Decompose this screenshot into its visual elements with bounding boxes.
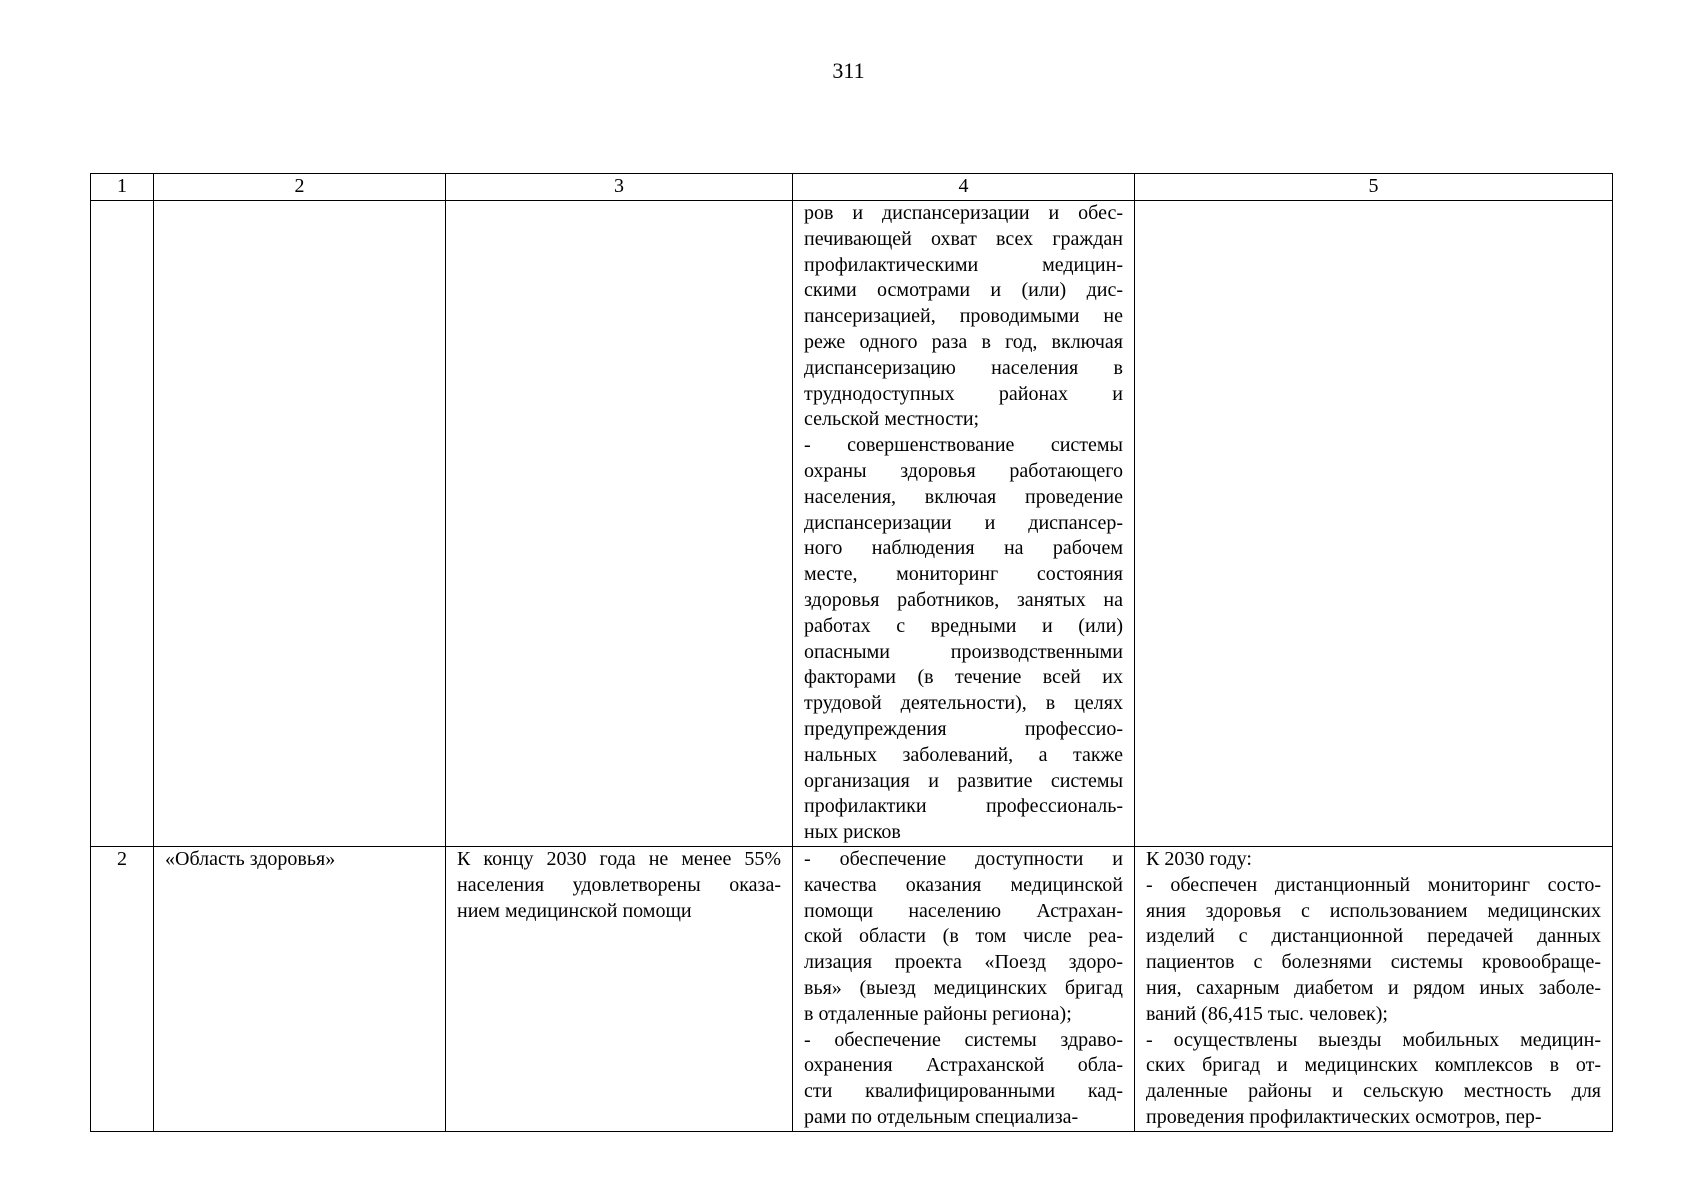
table-row [91, 846, 1613, 1131]
data-table [90, 173, 1613, 1132]
cell-text-line: ваний (86,415 тыс. человек); [1146, 1002, 1388, 1025]
cell-text-line: скими осмотрами и (или) дис- [804, 279, 1123, 302]
cell-text-line: сельской местности; [804, 408, 980, 431]
cell-text-line: печивающей охват всех граждан [804, 227, 1123, 250]
cell-text-line: организация и развитие системы [804, 769, 1123, 792]
cell-text-line: проведения профилактических осмотров, пер- [1146, 1105, 1542, 1128]
results-cell [1135, 846, 1613, 1131]
cell-text-line: предупреждения профессио- [804, 717, 1123, 740]
cell-text-line: качества оказания медицинской [804, 873, 1123, 896]
cell-text-line: - обеспечен дистанционный мониторинг состо- [1146, 873, 1601, 896]
cell-text-line: работах с вредными и (или) [804, 614, 1123, 637]
goal-cell [446, 201, 793, 847]
cell-text-line: лизация проекта «Поезд здоро- [804, 951, 1123, 974]
cell-text-line: яния здоровья с использованием медицинских [1146, 899, 1601, 922]
cell-text-line: охранения Астраханской обла- [804, 1054, 1123, 1077]
cell-text-line: помощи населению Астрахан- [804, 899, 1123, 922]
cell-text-line: в отдаленные районы региона); [804, 1002, 1072, 1025]
header-cell-5: 5 [1135, 174, 1613, 201]
header-cell-4: 4 [793, 174, 1135, 201]
cell-text-line: ской области (в том числе реа- [804, 925, 1123, 948]
header-cell-1: 1 [91, 174, 154, 201]
cell-text-line: ния, сахарным диабетом и рядом иных заболе- [1146, 976, 1601, 999]
cell-text-line: нальных заболеваний, а также [804, 743, 1123, 766]
header-cell-2: 2 [154, 174, 446, 201]
cell-text-line: К 2030 году: [1146, 847, 1252, 870]
cell-text-line: населения удовлетворены оказа- [457, 873, 781, 896]
cell-text-line: диспансеризацию населения в [804, 356, 1123, 379]
cell-text-line: месте, мониторинг состояния [804, 563, 1123, 586]
cell-text-line: населения, включая проведение [804, 485, 1123, 508]
cell-text-line: здоровья работников, занятых на [804, 588, 1123, 611]
cell-text-line: ных рисков [804, 821, 901, 844]
cell-text-line: вья» (выезд медицинских бригад [804, 976, 1123, 999]
cell-text-line: труднодоступных районах и [804, 382, 1123, 405]
measures-cell [793, 846, 1135, 1131]
cell-text-line: реже одного раза в год, включая [804, 330, 1123, 353]
cell-text-line: профилактики профессиональ- [804, 795, 1123, 818]
cell-text-line: - обеспечение системы здраво- [804, 1028, 1123, 1051]
measures-cell [793, 201, 1135, 847]
cell-text-line: рами по отдельным специализа- [804, 1105, 1079, 1128]
cell-text-line: охраны здоровья работающего [804, 459, 1123, 482]
cell-text-line: пациентов с болезнями системы кровообраще- [1146, 951, 1601, 974]
goal-cell [446, 846, 793, 1131]
row-number-cell [91, 201, 154, 847]
page-number: 311 [832, 58, 865, 83]
cell-text-line: факторами (в течение всей их [804, 666, 1123, 689]
cell-text-line: трудовой деятельности), в целях [804, 692, 1123, 715]
cell-text-line: даленные районы и сельскую местность для [1146, 1080, 1601, 1103]
cell-text-line: нием медицинской помощи [457, 899, 692, 922]
cell-text-line: ров и диспансеризации и обес- [804, 202, 1123, 224]
cell-text-line: ских бригад и медицинских комплексов в от- [1146, 1054, 1601, 1077]
cell-text-line: - обеспечение доступности и [804, 847, 1123, 870]
header-cell-3: 3 [446, 174, 793, 201]
cell-text-line: профилактическими медицин- [804, 253, 1123, 276]
cell-text-line: изделий с дистанционной передачей данных [1146, 925, 1601, 948]
cell-text-line: - совершенствование системы [804, 434, 1123, 457]
row-number-cell: 2 [91, 846, 154, 1131]
name-cell: «Область здоровья» [154, 846, 446, 1131]
cell-text-line: - осуществлены выезды мобильных медицин- [1146, 1028, 1601, 1051]
name-cell [154, 201, 446, 847]
table-row [91, 201, 1613, 847]
cell-text-line: К концу 2030 года не менее 55% [457, 847, 781, 870]
cell-text-line: пансеризацией, проводимыми не [804, 305, 1123, 328]
table-header-row [91, 174, 1613, 201]
cell-text-line: опасными производственными [804, 640, 1123, 663]
cell-text-line: диспансеризации и диспансер- [804, 511, 1123, 534]
results-cell [1135, 201, 1613, 847]
cell-text-line: сти квалифицированными кад- [804, 1080, 1123, 1103]
cell-text-line: ного наблюдения на рабочем [804, 537, 1123, 560]
